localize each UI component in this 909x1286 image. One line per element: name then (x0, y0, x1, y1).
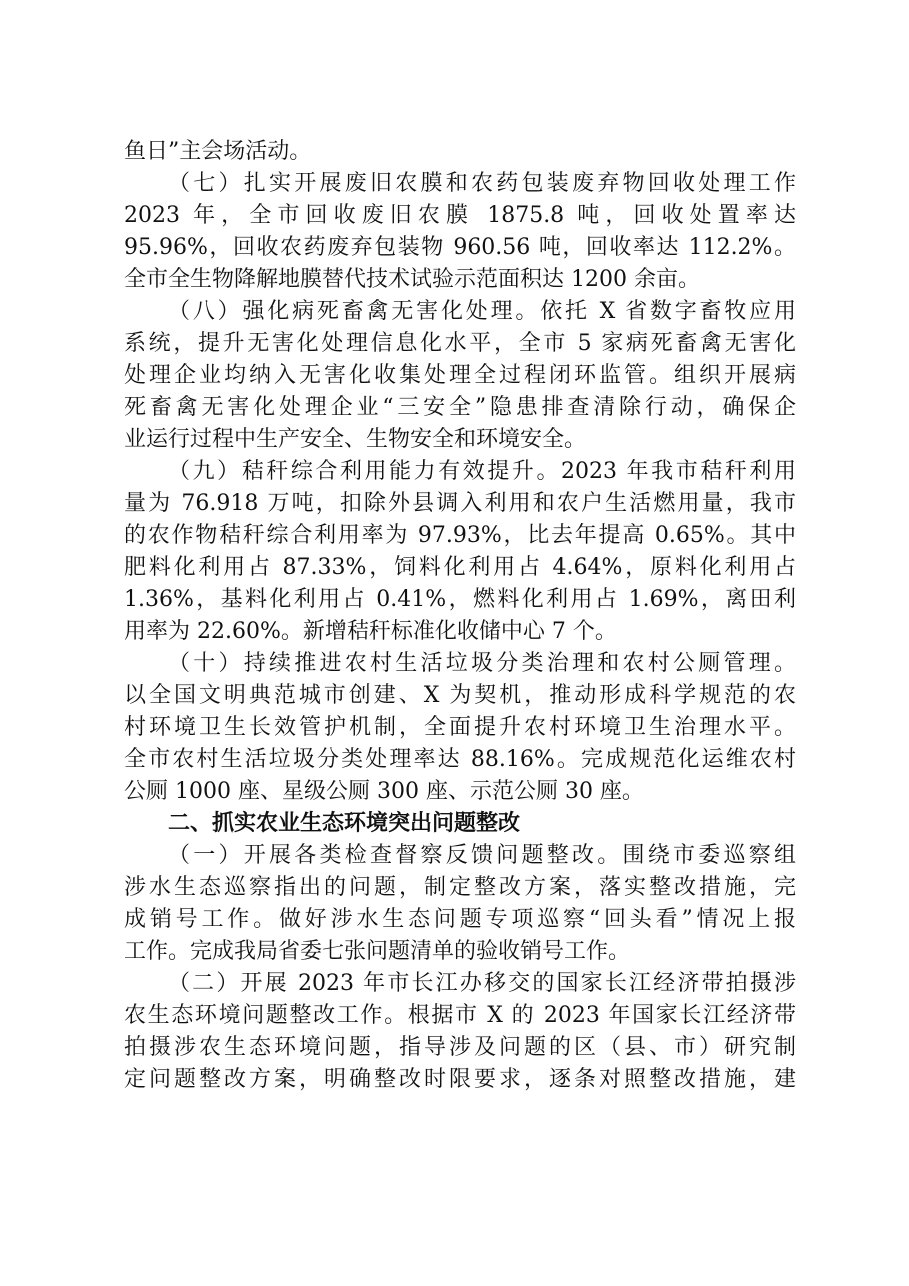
paragraph (124, 968, 796, 1096)
text-line: 公厕 1000 座、星级公厕 300 座、示范公厕 30 座。 (124, 779, 644, 804)
text-line: 以全国文明典范城市创建、X 为契机，推动形成科学规范的农 (124, 683, 796, 708)
section-heading (124, 808, 796, 840)
text-line: 村环境卫生长效管护机制，全面提升农村环境卫生治理水平。 (124, 715, 796, 740)
text-line: 用率为 22.60%。新增秸秆标准化收储中心 7 个。 (124, 619, 617, 644)
text-line: 业运行过程中生产安全、生物安全和环境安全。 (124, 427, 587, 452)
text-line: 成销号工作。做好涉水生态问题专项巡察“回头看”情况上报 (124, 907, 796, 932)
text-line: 定问题整改方案，明确整改时限要求，逐条对照整改措施，建 (124, 1067, 796, 1092)
text-line: 农生态环境问题整改工作。根据市 X 的 2023 年国家长江经济带 (124, 1003, 796, 1028)
text-line: 量为 76.918 万吨，扣除外县调入利用和农户生活燃用量，我市 (124, 491, 796, 516)
text-line: （二）开展 2023 年市长江办移交的国家长江经济带拍摄涉 (168, 971, 796, 996)
heading-text: 二、抓实农业生态环境突出问题整改 (168, 811, 521, 836)
paragraph (124, 648, 796, 808)
text-line: （十）持续推进农村生活垃圾分类治理和农村公厕管理。 (168, 651, 796, 676)
text-line: 系统，提升无害化处理信息化水平，全市 5 家病死畜禽无害化 (124, 331, 796, 356)
text-line: 死畜禽无害化处理企业“三安全”隐患排查清除行动，确保企 (124, 395, 796, 420)
text-line: 鱼日”主会场活动。 (124, 139, 312, 164)
text-line: 拍摄涉农生态环境问题，指导涉及问题的区（县、市）研究制 (124, 1035, 796, 1060)
text-line: 工作。完成我局省委七张问题清单的验收销号工作。 (124, 939, 631, 964)
document-body (124, 136, 796, 1096)
text-line: 肥料化利用占 87.33%，饲料化利用占 4.64%，原料化利用占 (124, 555, 796, 580)
text-line: 2023 年，全市回收废旧农膜 1875.8 吨，回收处置率达 (124, 203, 796, 228)
text-line: 处理企业均纳入无害化收集处理全过程闭环监管。组织开展病 (124, 363, 796, 388)
text-line: （八）强化病死畜禽无害化处理。依托 X 省数字畜牧应用 (168, 299, 796, 324)
text-line: （七）扎实开展废旧农膜和农药包装废弃物回收处理工作 (168, 171, 796, 196)
paragraph (124, 168, 796, 296)
text-line: 全市全生物降解地膜替代技术试验示范面积达 1200 余亩。 (124, 267, 700, 292)
text-line: （九）秸秆综合利用能力有效提升。2023 年我市秸秆利用 (168, 459, 796, 484)
text-line: （一）开展各类检查督察反馈问题整改。围绕市委巡察组 (168, 843, 796, 868)
text-line: 全市农村生活垃圾分类处理率达 88.16%。完成规范化运维农村 (124, 747, 796, 772)
paragraph (124, 296, 796, 456)
text-line: 95.96%，回收农药废弃包装物 960.56 吨，回收率达 112.2%。 (124, 235, 796, 260)
text-line: 1.36%，基料化利用占 0.41%，燃料化利用占 1.69%，离田利 (124, 587, 796, 612)
text-line: 涉水生态巡察指出的问题，制定整改方案，落实整改措施，完 (124, 875, 796, 900)
paragraph (124, 456, 796, 648)
text-line: 的农作物秸秆综合利用率为 97.93%，比去年提高 0.65%。其中 (124, 523, 796, 548)
paragraph (124, 136, 796, 168)
paragraph (124, 840, 796, 968)
